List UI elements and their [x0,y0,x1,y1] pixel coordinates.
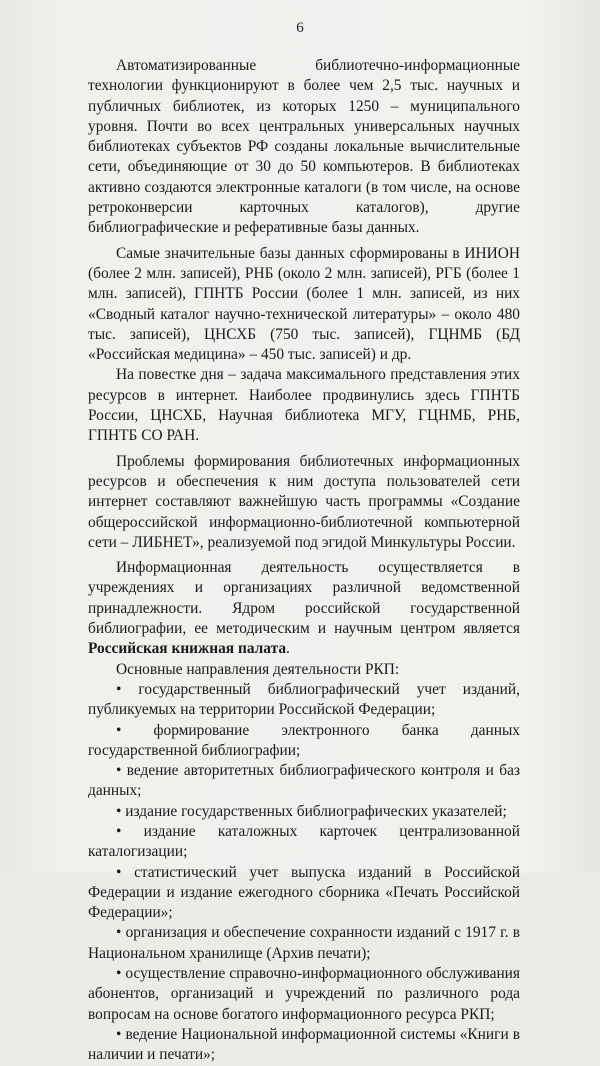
paragraph-automation: Автоматизированные библиотечно-информационные технологии функционируют в более чем 2,5 тыс. научных и публичных библиотек, из которых 1250 – муниципального уровня. Почти во всех центральных универсальных научных библиотеках субъектов РФ созданы локальные вычислительные сети, объединяющие от 30 до 50 компьютеров. В библиотеках активно создаются электронные каталоги (в том числе, на основе ретроконверсии карточных каталогов), другие библиографические и реферативные базы данных. [88,57,520,237]
bullet-item: • статистический учет выпуска изданий в Российской Федерации и издание ежегодного сборника «Печать Российской Федерации»; [88,863,520,924]
bullet-item: • издание каталожных карточек централизованной каталогизации; [88,822,520,863]
paragraph-main-directions: Основные направления деятельности РКП: [116,660,400,678]
bullet-item: • издание государственных библиографических указателей; [88,802,520,822]
bullet-item: • ведение Национальной информационной системы «Книги в наличии и печати»; [88,1025,520,1066]
paragraph-databases: Самые значительные базы данных сформированы в ИНИОН (более 2 млн. записей), РНБ (около 2 млн. записей), РГБ (более 1 млн. записей), ГПНТБ России (более 1 млн. записей, из них «Сводный каталог научно-технической литературы» – около 480 тыс. записей), ЦНСХБ (750 тыс. записей), ГЦНМБ (БД «Российская медицина» – 450 тыс. записей) и др. [88,244,520,364]
page-number: 6 [296,20,304,36]
paragraph-information-activity [88,558,520,659]
paragraph-libnet: Проблемы формирования библиотечных информационных ресурсов и обеспечения к ним доступа пользователей сети интернет составляют важнейшую часть программы «Создание общероссийской информационно-библиотечной компьютерной сети – ЛИБНЕТ», реализуемой под эгидой Минкультуры России. [88,452,520,551]
russian-book-chamber-term: Российская книжная палата [88,640,287,658]
bullet-item: • осуществление справочно-информационного обслуживания абонентов, организаций и учреждений по различного рода вопросам на основе богатого информационного ресурса РКП; [88,964,520,1025]
document-body [88,56,520,1066]
bullet-item: • организация и обеспечение сохранности изданий с 1917 г. в Национальном хранилище (Архив печати); [88,923,520,964]
paragraph-internet: На повестке дня – задача максимального представления этих ресурсов в интернет. Наиболее продвинулись здесь ГПНТБ России, ЦНСХБ, Научная библиотека МГУ, ГЦНМБ, РНБ, ГПНТБ СО РАН. [88,366,520,445]
bullet-item: • формирование электронного банка данных государственной библиографии; [88,721,520,762]
bullet-item: • ведение авторитетных библиографического контроля и баз данных; [88,761,520,802]
paragraph-information-activity-text: Информационная деятельность осуществляется в учреждениях и организациях различной ведомственной принадлежности. Ядром российской государственной библиографии, ее методическим и научным центром является [88,559,520,638]
bullet-item: • государственный библиографический учет изданий, публикуемых на территории Российской Федерации; [88,680,520,721]
paragraph-information-activity-end: . [286,640,290,658]
